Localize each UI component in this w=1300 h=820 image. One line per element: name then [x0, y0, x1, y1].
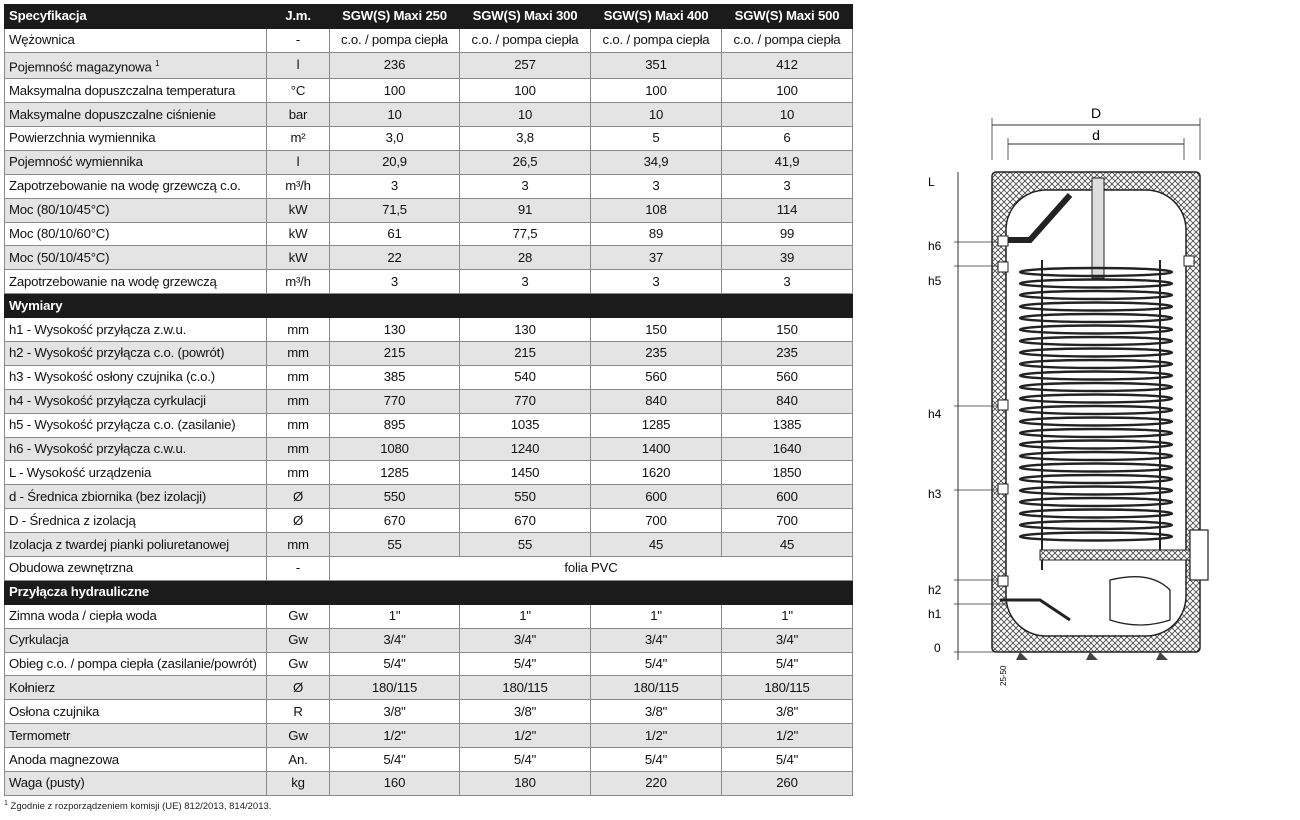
row-value: 540: [460, 365, 591, 389]
row-value: 385: [330, 365, 460, 389]
table-row: [5, 174, 853, 198]
row-label-text: D - Średnica z izolacją: [9, 512, 136, 528]
row-label: [5, 556, 267, 580]
row-value: 5/4": [722, 748, 853, 772]
row-value: 1": [591, 604, 722, 628]
row-value: 700: [591, 509, 722, 533]
row-label: [5, 341, 267, 365]
row-value: 100: [330, 79, 460, 103]
row-value: 34,9: [591, 150, 722, 174]
table-row: [5, 748, 853, 772]
row-label-text: Maksymalne dopuszczalne ciśnienie: [9, 106, 216, 122]
row-value: 3/4": [460, 628, 591, 652]
row-value: 5/4": [330, 748, 460, 772]
row-value: 1/2": [591, 724, 722, 748]
row-value: 10: [330, 103, 460, 127]
row-value: 236: [330, 52, 460, 78]
row-unit: m²: [267, 126, 330, 150]
row-value: 1620: [591, 461, 722, 485]
row-value: 3: [330, 270, 460, 294]
column-header-model: SGW(S) Maxi 250: [330, 5, 460, 29]
row-value: 1080: [330, 437, 460, 461]
dim-label-h5: h5: [928, 274, 942, 288]
row-unit: kW: [267, 198, 330, 222]
row-value: 3/8": [330, 700, 460, 724]
row-value: 1": [330, 604, 460, 628]
table-row: [5, 79, 853, 103]
dim-label-d: d: [1092, 127, 1100, 143]
row-value: 3/4": [722, 628, 853, 652]
row-value: 560: [591, 365, 722, 389]
row-unit: Gw: [267, 628, 330, 652]
row-value: 1400: [591, 437, 722, 461]
table-row: [5, 246, 853, 270]
row-unit: mm: [267, 437, 330, 461]
row-value: 37: [591, 246, 722, 270]
row-unit: mm: [267, 461, 330, 485]
column-header-unit: J.m.: [267, 5, 330, 29]
row-label: [5, 222, 267, 246]
row-value: 3,8: [460, 126, 591, 150]
row-label-text: h5 - Wysokość przyłącza c.o. (zasilanie): [9, 417, 236, 433]
row-label-text: Kołnierz: [9, 679, 56, 695]
table-row: [5, 509, 853, 533]
row-value: 770: [460, 389, 591, 413]
row-unit: m³/h: [267, 174, 330, 198]
row-unit: Gw: [267, 724, 330, 748]
table-row: [5, 389, 853, 413]
row-value: 3: [591, 174, 722, 198]
row-label: [5, 676, 267, 700]
row-value: 150: [591, 318, 722, 342]
table-row: [5, 604, 853, 628]
row-unit: Ø: [267, 485, 330, 509]
row-footnote-marker: 1: [155, 58, 160, 68]
row-value: 45: [722, 533, 853, 557]
row-unit: -: [267, 556, 330, 580]
dim-label-zero: 0: [934, 641, 941, 655]
row-unit: kW: [267, 222, 330, 246]
row-value: 5/4": [460, 748, 591, 772]
row-value: 600: [722, 485, 853, 509]
row-label-text: Maksymalna dopuszczalna temperatura: [9, 82, 236, 98]
row-value: 5/4": [722, 652, 853, 676]
row-merged-value: folia PVC: [330, 556, 853, 580]
row-value: 215: [460, 341, 591, 365]
row-value: 26,5: [460, 150, 591, 174]
row-value: 1240: [460, 437, 591, 461]
row-value: 840: [722, 389, 853, 413]
row-label: [5, 103, 267, 127]
row-unit: kW: [267, 246, 330, 270]
row-value: c.o. / pompa ciepła: [591, 28, 722, 52]
row-label-text: h6 - Wysokość przyłącza c.w.u.: [9, 440, 187, 456]
row-value: 160: [330, 772, 460, 796]
row-value: 600: [591, 485, 722, 509]
row-label: [5, 198, 267, 222]
table-row: [5, 318, 853, 342]
row-label-text: h2 - Wysokość przyłącza c.o. (powrót): [9, 345, 225, 361]
dim-label-h3: h3: [928, 487, 942, 501]
dim-label-feet: 25-50: [999, 665, 1008, 686]
anode-rod: [1092, 178, 1104, 278]
row-label: [5, 533, 267, 557]
table-row: [5, 461, 853, 485]
dim-label-h4: h4: [928, 407, 942, 421]
row-value: 180: [460, 772, 591, 796]
row-label-text: Osłona czujnika: [9, 703, 100, 719]
row-label: [5, 126, 267, 150]
row-value: 1385: [722, 413, 853, 437]
row-value: 1035: [460, 413, 591, 437]
row-value: 260: [722, 772, 853, 796]
row-value: c.o. / pompa ciepła: [330, 28, 460, 52]
row-label: [5, 772, 267, 796]
row-value: 5: [591, 126, 722, 150]
row-value: 700: [722, 509, 853, 533]
row-value: 28: [460, 246, 591, 270]
row-label: [5, 748, 267, 772]
table-row: [5, 556, 853, 580]
dim-label-h6: h6: [928, 239, 942, 253]
row-value: 3: [722, 174, 853, 198]
row-value: 22: [330, 246, 460, 270]
row-value: 1450: [460, 461, 591, 485]
row-value: 91: [460, 198, 591, 222]
row-unit: mm: [267, 365, 330, 389]
table-row: [5, 28, 853, 52]
section-header-row: [5, 580, 853, 604]
row-unit: Gw: [267, 652, 330, 676]
row-value: 3/8": [722, 700, 853, 724]
row-value: 5/4": [591, 748, 722, 772]
table-row: [5, 270, 853, 294]
row-value: 1850: [722, 461, 853, 485]
row-label: [5, 437, 267, 461]
table-row: [5, 652, 853, 676]
column-header-model: SGW(S) Maxi 300: [460, 5, 591, 29]
row-unit: °C: [267, 79, 330, 103]
table-row: [5, 103, 853, 127]
row-unit: kg: [267, 772, 330, 796]
row-value: 6: [722, 126, 853, 150]
row-label-text: Obieg c.o. / pompa ciepła (zasilanie/powrót): [9, 655, 257, 671]
row-value: c.o. / pompa ciepła: [722, 28, 853, 52]
table-row: [5, 724, 853, 748]
row-value: 1/2": [330, 724, 460, 748]
row-unit: mm: [267, 389, 330, 413]
row-value: 180/115: [460, 676, 591, 700]
table-row: [5, 485, 853, 509]
row-value: 3/4": [591, 628, 722, 652]
row-value: 215: [330, 341, 460, 365]
row-value: 61: [330, 222, 460, 246]
row-label-text: Izolacja z twardej pianki poliuretanowej: [9, 536, 229, 552]
row-label-text: Termometr: [9, 727, 71, 743]
row-label-text: h4 - Wysokość przyłącza cyrkulacji: [9, 393, 206, 409]
row-value: 3: [330, 174, 460, 198]
row-label-text: Anoda magnezowa: [9, 751, 119, 767]
row-value: 670: [460, 509, 591, 533]
row-label-text: L - Wysokość urządzenia: [9, 464, 152, 480]
row-label: [5, 509, 267, 533]
row-value: 100: [460, 79, 591, 103]
row-label: [5, 604, 267, 628]
row-label: [5, 365, 267, 389]
row-unit: Gw: [267, 604, 330, 628]
table-row: [5, 413, 853, 437]
row-label: [5, 79, 267, 103]
row-value: 550: [330, 485, 460, 509]
row-label: [5, 246, 267, 270]
row-value: 180/115: [330, 676, 460, 700]
row-label-text: h1 - Wysokość przyłącza z.w.u.: [9, 321, 187, 337]
row-value: 130: [460, 318, 591, 342]
row-value: 235: [591, 341, 722, 365]
row-value: 3: [460, 174, 591, 198]
row-value: 220: [591, 772, 722, 796]
row-value: 3/8": [460, 700, 591, 724]
row-value: 108: [591, 198, 722, 222]
row-label: [5, 628, 267, 652]
row-value: 1": [722, 604, 853, 628]
row-label-text: Zapotrzebowanie na wodę grzewczą c.o.: [9, 178, 241, 194]
table-row: [5, 772, 853, 796]
column-header-model: SGW(S) Maxi 400: [591, 5, 722, 29]
row-value: 3/4": [330, 628, 460, 652]
dim-label-h1: h1: [928, 607, 942, 621]
row-value: 1285: [591, 413, 722, 437]
row-value: 100: [591, 79, 722, 103]
row-label-text: Pojemność magazynowa: [9, 59, 152, 75]
table-row: [5, 150, 853, 174]
row-label-text: Zimna woda / ciepła woda: [9, 608, 157, 624]
row-value: 10: [722, 103, 853, 127]
row-label: [5, 413, 267, 437]
row-label: [5, 724, 267, 748]
row-value: 89: [591, 222, 722, 246]
row-value: 130: [330, 318, 460, 342]
row-label-text: Moc (50/10/45°C): [9, 249, 110, 265]
row-label-text: Zapotrzebowanie na wodę grzewczą: [9, 273, 217, 289]
table-row: [5, 365, 853, 389]
row-value: 100: [722, 79, 853, 103]
row-value: 3/8": [591, 700, 722, 724]
table-row: [5, 198, 853, 222]
row-unit: mm: [267, 341, 330, 365]
dim-label-L: L: [928, 175, 935, 189]
footnote-marker: 1: [4, 800, 8, 807]
row-value: 235: [722, 341, 853, 365]
table-row: [5, 341, 853, 365]
row-label: [5, 485, 267, 509]
row-value: 71,5: [330, 198, 460, 222]
row-value: 10: [591, 103, 722, 127]
row-value: 77,5: [460, 222, 591, 246]
row-value: 55: [460, 533, 591, 557]
footnote: [4, 800, 271, 812]
row-value: 5/4": [460, 652, 591, 676]
row-label: [5, 700, 267, 724]
boiler-diagram: [920, 100, 1220, 700]
row-value: 770: [330, 389, 460, 413]
dim-label-D: D: [1090, 105, 1102, 121]
section-title: Wymiary: [5, 294, 853, 318]
section-title: Przyłącza hydrauliczne: [5, 580, 853, 604]
row-value: 257: [460, 52, 591, 78]
footnote-text: Zgodnie z rozporządzeniem komisji (UE) 812/2013, 814/2013.: [10, 801, 272, 813]
row-value: 180/115: [722, 676, 853, 700]
row-value: 3: [460, 270, 591, 294]
table-row: [5, 126, 853, 150]
row-unit: -: [267, 28, 330, 52]
row-unit: An.: [267, 748, 330, 772]
row-label-text: d - Średnica zbiornika (bez izolacji): [9, 488, 207, 504]
table-row: [5, 52, 853, 78]
dim-label-h2: h2: [928, 583, 942, 597]
row-label: [5, 270, 267, 294]
row-value: c.o. / pompa ciepła: [460, 28, 591, 52]
row-value: 840: [591, 389, 722, 413]
row-label-text: h3 - Wysokość osłony czujnika (c.o.): [9, 369, 215, 385]
row-value: 20,9: [330, 150, 460, 174]
row-value: 5/4": [591, 652, 722, 676]
row-label: [5, 28, 267, 52]
row-value: 1/2": [722, 724, 853, 748]
row-unit: bar: [267, 103, 330, 127]
row-value: 41,9: [722, 150, 853, 174]
row-value: 1/2": [460, 724, 591, 748]
column-header-model: SGW(S) Maxi 500: [722, 5, 853, 29]
row-label: [5, 52, 267, 78]
row-value: 895: [330, 413, 460, 437]
row-value: 550: [460, 485, 591, 509]
row-label: [5, 318, 267, 342]
row-unit: mm: [267, 533, 330, 557]
row-value: 10: [460, 103, 591, 127]
row-value: 3: [591, 270, 722, 294]
row-label-text: Wężownica: [9, 32, 75, 48]
specification-table: [4, 4, 853, 796]
row-value: 55: [330, 533, 460, 557]
table-row: [5, 533, 853, 557]
table-header-row: [5, 5, 853, 29]
row-label-text: Pojemność wymiennika: [9, 154, 143, 170]
row-label: [5, 389, 267, 413]
section-header-row: [5, 294, 853, 318]
row-unit: l: [267, 150, 330, 174]
row-unit: mm: [267, 318, 330, 342]
row-value: 45: [591, 533, 722, 557]
row-unit: Ø: [267, 509, 330, 533]
row-value: 3,0: [330, 126, 460, 150]
row-label-text: Powierzchnia wymiennika: [9, 130, 156, 146]
row-label-text: Moc (80/10/45°C): [9, 202, 110, 218]
table-row: [5, 700, 853, 724]
row-value: 39: [722, 246, 853, 270]
column-header-spec: Specyfikacja: [5, 5, 267, 29]
row-value: 560: [722, 365, 853, 389]
row-unit: m³/h: [267, 270, 330, 294]
row-unit: Ø: [267, 676, 330, 700]
row-unit: R: [267, 700, 330, 724]
row-value: 114: [722, 198, 853, 222]
row-unit: l: [267, 52, 330, 78]
row-value: 351: [591, 52, 722, 78]
table-row: [5, 222, 853, 246]
table-row: [5, 628, 853, 652]
row-value: 99: [722, 222, 853, 246]
row-value: 3: [722, 270, 853, 294]
row-label-text: Obudowa zewnętrzna: [9, 560, 133, 576]
row-value: 1285: [330, 461, 460, 485]
row-label-text: Waga (pusty): [9, 775, 85, 791]
row-label-text: Cyrkulacja: [9, 632, 69, 648]
row-value: 5/4": [330, 652, 460, 676]
row-label: [5, 174, 267, 198]
row-unit: mm: [267, 413, 330, 437]
row-label: [5, 461, 267, 485]
row-label-text: Moc (80/10/60°C): [9, 225, 110, 241]
row-value: 1640: [722, 437, 853, 461]
row-label: [5, 652, 267, 676]
row-value: 180/115: [591, 676, 722, 700]
table-row: [5, 676, 853, 700]
row-value: 1": [460, 604, 591, 628]
row-label: [5, 150, 267, 174]
row-value: 412: [722, 52, 853, 78]
row-value: 150: [722, 318, 853, 342]
row-value: 670: [330, 509, 460, 533]
table-row: [5, 437, 853, 461]
